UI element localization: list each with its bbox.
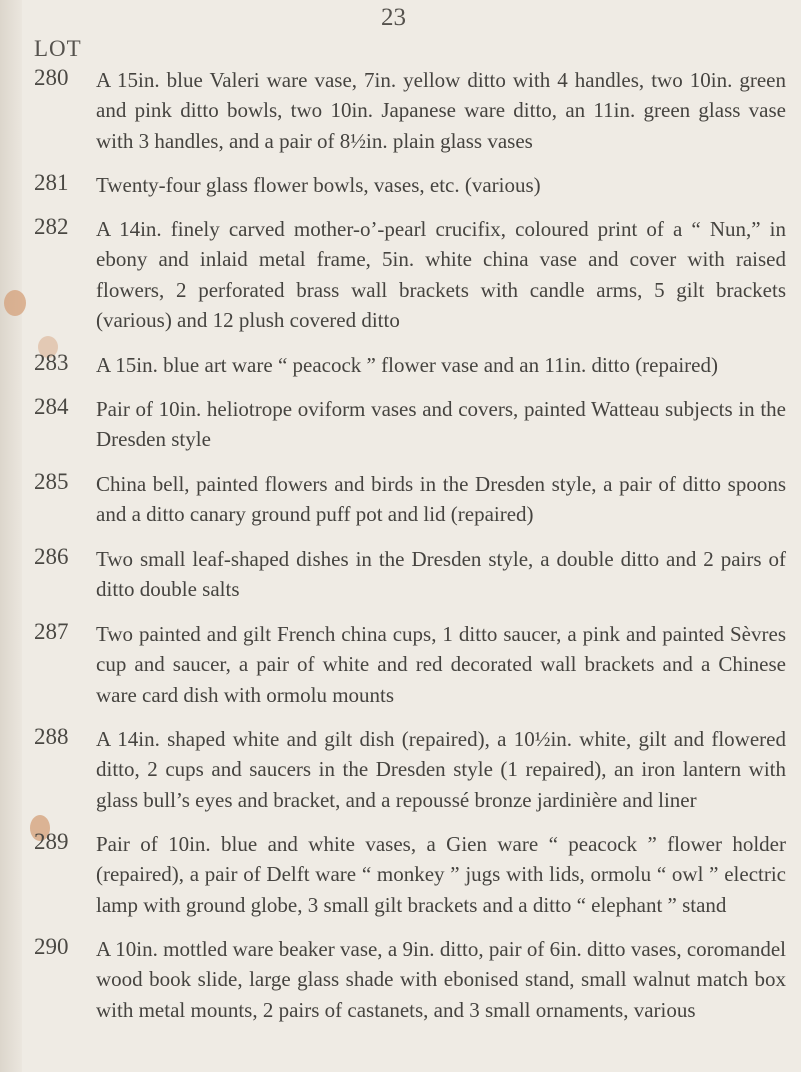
lot-number: 282 [34, 214, 69, 239]
lot-number: 284 [34, 394, 69, 419]
lot-description: Twenty-four glass flower bowls, vases, etc. (various) [96, 173, 541, 197]
lot-number: 280 [34, 65, 69, 90]
lot-number: 286 [34, 544, 69, 569]
lot-number: 290 [34, 934, 69, 959]
lot-description: A 15in. blue art ware “ peacock ” flower vase and an 11in. ditto (repaired) [96, 353, 718, 377]
lot-description: Pair of 10in. heliotrope oviform vases and covers, painted Watteau subjects in the Dresden style [96, 397, 786, 452]
lot-description: Two small leaf-shaped dishes in the Dresden style, a double ditto and 2 pairs of ditto double salts [96, 547, 786, 602]
lot-description: A 15in. blue Valeri ware vase, 7in. yellow ditto with 4 handles, two 10in. green and pink ditto bowls, two 10in. Japanese ware ditto, an 11in. green glass vase with 3 handles, and a pair of 8½in. plain glass vases [96, 68, 786, 153]
page-edge [0, 0, 22, 1072]
lot-number: 289 [34, 829, 69, 854]
lot-number: 283 [34, 350, 69, 375]
stain-mark [4, 290, 26, 316]
lot-number: 285 [34, 469, 69, 494]
lot-description: Two painted and gilt French china cups, 1 ditto saucer, a pink and painted Sèvres cup and saucer, a pair of white and red decorated wall brackets and a Chinese ware card dish with ormolu mounts [96, 622, 786, 707]
lot-description: A 10in. mottled ware beaker vase, a 9in. ditto, pair of 6in. ditto vases, coromandel wood book slide, large glass shade with ebonised stand, small walnut match box with metal mounts, 2 pairs of castanets, and 3 small ornaments, various [96, 937, 786, 1022]
lot-description: A 14in. shaped white and gilt dish (repaired), a 10½in. white, gilt and flowered ditto, 2 cups and saucers in the Dresden style (1 repaired), an iron lantern with glass bull’s eyes and bracket, and a repoussé bronze jardinière and liner [96, 727, 786, 812]
page-number: 23 [381, 4, 406, 31]
lot-number: 281 [34, 170, 69, 195]
lot-number: 288 [34, 724, 69, 749]
lot-description: Pair of 10in. blue and white vases, a Gien ware “ peacock ” flower holder (repaired), a pair of Delft ware “ monkey ” jugs with lids, ormolu “ owl ” electric lamp with ground globe, 3 small gilt brackets and a ditto “ elephant ” stand [96, 832, 786, 917]
lot-column-header: LOT [34, 36, 82, 61]
lot-number: 287 [34, 619, 69, 644]
lot-description: A 14in. finely carved mother-o’-pearl crucifix, coloured print of a “ Nun,” in ebony and inlaid metal frame, 5in. white china vase and cover with raised flowers, 2 perforated brass wall brackets with candle arms, 5 gilt brackets (various) and 12 plush covered ditto [96, 217, 786, 333]
lot-description: China bell, painted flowers and birds in the Dresden style, a pair of ditto spoons and a ditto canary ground puff pot and lid (repaired) [96, 472, 786, 527]
